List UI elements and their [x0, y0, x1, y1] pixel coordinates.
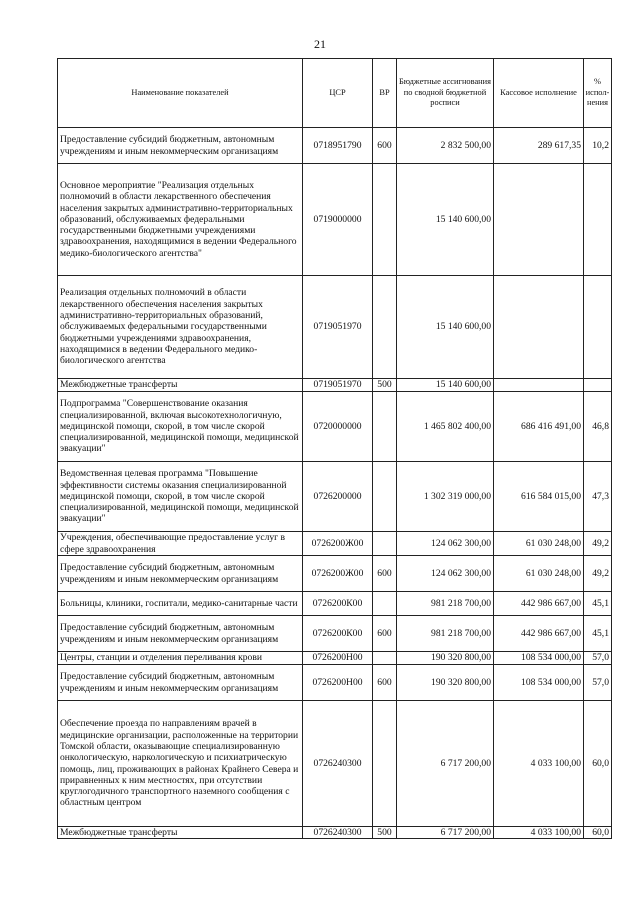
row-csr-cell: 0726200К00 [303, 616, 373, 652]
row-allocation-cell: 190 320 800,00 [397, 652, 494, 665]
row-percent-cell: 60,0 [584, 827, 612, 839]
row-name-cell: Центры, станции и отделения переливания крови [58, 652, 303, 665]
row-allocation-cell: 2 832 500,00 [397, 128, 494, 164]
row-vr-cell: 500 [373, 827, 397, 839]
row-cash-cell: 108 534 000,00 [494, 652, 584, 665]
row-name-cell: Предоставление субсидий бюджетным, автономным учреждениям и иным некоммерческим организациям [58, 616, 303, 652]
table-row [58, 164, 612, 276]
row-csr-cell: 0718951790 [303, 128, 373, 164]
row-vr-cell [373, 592, 397, 616]
row-cash-cell: 61 030 248,00 [494, 532, 584, 556]
row-percent-cell: 60,0 [584, 701, 612, 827]
table-row [58, 652, 612, 665]
table-row [58, 128, 612, 164]
row-vr-cell: 600 [373, 556, 397, 592]
row-allocation-cell: 15 140 600,00 [397, 164, 494, 276]
row-allocation-cell: 124 062 300,00 [397, 556, 494, 592]
row-percent-cell [584, 164, 612, 276]
row-csr-cell: 0726200Ж00 [303, 532, 373, 556]
row-percent-cell: 46,8 [584, 392, 612, 462]
table-row [58, 556, 612, 592]
row-csr-cell: 0726200Н00 [303, 652, 373, 665]
row-cash-cell: 4 033 100,00 [494, 701, 584, 827]
row-cash-cell: 289 617,35 [494, 128, 584, 164]
table-row [58, 592, 612, 616]
row-csr-cell: 0726200Н00 [303, 665, 373, 701]
row-name-cell: Подпрограмма "Совершенствование оказания специализированной, включая высокотехнологичную, медицинской помощи, скорой, в том числе скорой специализированной, медицинской помощи, медицинской эвакуации" [58, 392, 303, 462]
row-name-cell: Учреждения, обеспечивающие предоставление услуг в сфере здравоохранения [58, 532, 303, 556]
table-row [58, 827, 612, 839]
page-number: 21 [314, 37, 326, 51]
row-csr-cell: 0726200000 [303, 462, 373, 532]
row-cash-cell: 442 986 667,00 [494, 592, 584, 616]
row-cash-cell [494, 164, 584, 276]
row-percent-cell: 10,2 [584, 128, 612, 164]
row-vr-cell: 600 [373, 616, 397, 652]
row-cash-cell: 686 416 491,00 [494, 392, 584, 462]
row-vr-cell [373, 462, 397, 532]
row-csr-cell: 0726240300 [303, 701, 373, 827]
header-allocation: Бюджетные ассигнования по сводной бюджетной росписи [397, 59, 494, 128]
row-percent-cell [584, 276, 612, 379]
row-cash-cell: 61 030 248,00 [494, 556, 584, 592]
row-csr-cell: 0726240300 [303, 827, 373, 839]
row-name-cell: Реализация отдельных полномочий в области лекарственного обеспечения населения закрытых административно-территориальных образований, обслуживаемых федеральными государственными бюджетными учреждениями здравоохранения, находящимися в ведении Федерального медико-биологического агентства [58, 276, 303, 379]
row-name-cell: Предоставление субсидий бюджетным, автономным учреждениям и иным некоммерческим организациям [58, 665, 303, 701]
table-row [58, 276, 612, 379]
row-vr-cell: 600 [373, 128, 397, 164]
row-name-cell: Ведомственная целевая программа "Повышение эффективности системы оказания специализированной медицинской помощи, скорой, в том числе скорой специализированной, медицинской помощи, медицинской эвакуации" [58, 462, 303, 532]
table-row [58, 665, 612, 701]
row-csr-cell: 0719051970 [303, 276, 373, 379]
table-row [58, 379, 612, 392]
header-percent: % испол-нения [584, 59, 612, 128]
row-percent-cell: 49,2 [584, 556, 612, 592]
row-allocation-cell: 1 302 319 000,00 [397, 462, 494, 532]
row-vr-cell [373, 532, 397, 556]
table-row [58, 532, 612, 556]
table-row [58, 701, 612, 827]
budget-table [57, 58, 612, 839]
row-cash-cell [494, 276, 584, 379]
row-cash-cell [494, 379, 584, 392]
row-name-cell: Предоставление субсидий бюджетным, автономным учреждениям и иным некоммерческим организациям [58, 128, 303, 164]
row-cash-cell: 442 986 667,00 [494, 616, 584, 652]
row-csr-cell: 0726200К00 [303, 592, 373, 616]
row-name-cell: Предоставление субсидий бюджетным, автономным учреждениям и иным некоммерческим организациям [58, 556, 303, 592]
table-row [58, 392, 612, 462]
header-cash: Кассовое исполнение [494, 59, 584, 128]
header-vr: ВР [373, 59, 397, 128]
row-percent-cell [584, 379, 612, 392]
row-cash-cell: 616 584 015,00 [494, 462, 584, 532]
row-csr-cell: 0726200Ж00 [303, 556, 373, 592]
row-percent-cell: 57,0 [584, 652, 612, 665]
row-vr-cell: 600 [373, 665, 397, 701]
row-allocation-cell: 15 140 600,00 [397, 379, 494, 392]
row-percent-cell: 45,1 [584, 592, 612, 616]
row-vr-cell [373, 392, 397, 462]
table-row [58, 462, 612, 532]
row-cash-cell: 108 534 000,00 [494, 665, 584, 701]
row-allocation-cell: 981 218 700,00 [397, 592, 494, 616]
row-csr-cell: 0719051970 [303, 379, 373, 392]
row-allocation-cell: 1 465 802 400,00 [397, 392, 494, 462]
row-allocation-cell: 190 320 800,00 [397, 665, 494, 701]
row-percent-cell: 49,2 [584, 532, 612, 556]
row-allocation-cell: 15 140 600,00 [397, 276, 494, 379]
row-csr-cell: 0719000000 [303, 164, 373, 276]
row-allocation-cell: 124 062 300,00 [397, 532, 494, 556]
row-vr-cell [373, 652, 397, 665]
row-vr-cell [373, 276, 397, 379]
row-vr-cell [373, 164, 397, 276]
table-row [58, 616, 612, 652]
row-percent-cell: 57,0 [584, 665, 612, 701]
row-cash-cell: 4 033 100,00 [494, 827, 584, 839]
row-name-cell: Межбюджетные трансферты [58, 827, 303, 839]
row-allocation-cell: 6 717 200,00 [397, 701, 494, 827]
header-csr: ЦСР [303, 59, 373, 128]
row-name-cell: Межбюджетные трансферты [58, 379, 303, 392]
row-name-cell: Основное мероприятие "Реализация отдельных полномочий в области лекарственного обеспечения населения закрытых административно-территориальных образований, обслуживаемых федеральными государственными бюджетными учреждениями здравоохранения, находящимися в ведении Федерального медико-биологического агентства" [58, 164, 303, 276]
table-header-row [58, 59, 612, 128]
row-vr-cell [373, 701, 397, 827]
row-name-cell: Обеспечение проезда по направлениям врачей в медицинские организации, расположенные на территории Томской области, оказывающие специализированную онкологическую, наркологическую и психиатрическую помощь, лиц, проживающих в районах Крайнего Севера и приравненных к ним местностях, при отсутствии круглогодичного транспортного наземного сообщения с областным центром [58, 701, 303, 827]
row-vr-cell: 500 [373, 379, 397, 392]
row-percent-cell: 45,1 [584, 616, 612, 652]
row-allocation-cell: 981 218 700,00 [397, 616, 494, 652]
row-allocation-cell: 6 717 200,00 [397, 827, 494, 839]
row-percent-cell: 47,3 [584, 462, 612, 532]
row-csr-cell: 0720000000 [303, 392, 373, 462]
header-name: Наименование показателей [58, 59, 303, 128]
row-name-cell: Больницы, клиники, госпитали, медико-санитарные части [58, 592, 303, 616]
